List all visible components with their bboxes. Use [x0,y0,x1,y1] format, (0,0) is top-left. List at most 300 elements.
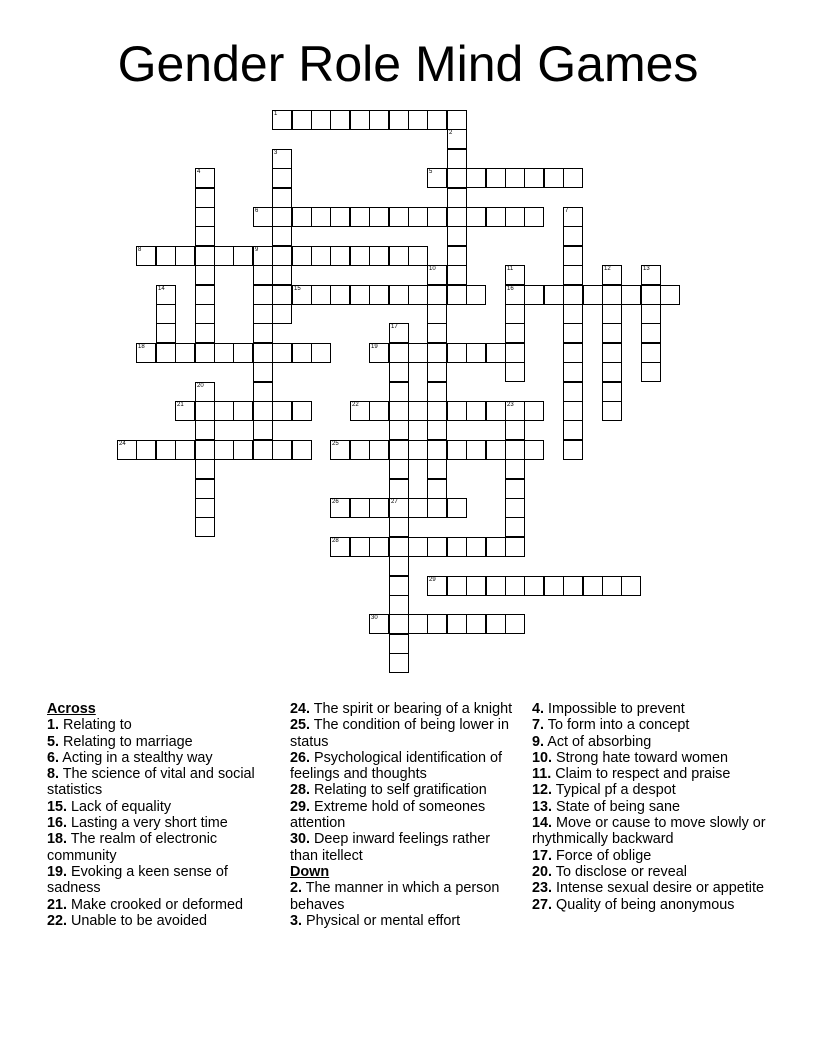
grid-cell[interactable] [524,401,544,421]
grid-cell[interactable] [427,343,447,363]
grid-cell[interactable] [427,459,447,479]
grid-cell[interactable] [563,382,583,402]
grid-cell[interactable] [602,401,622,421]
grid-cell[interactable] [330,537,350,557]
grid-cell[interactable] [466,207,486,227]
grid-cell[interactable] [292,343,312,363]
grid-cell[interactable] [253,265,273,285]
grid-cell[interactable] [524,576,544,596]
grid-cell[interactable] [486,576,506,596]
grid-cell[interactable] [389,556,409,576]
clue-item-text: Relating to [59,717,132,734]
clue-number: 11 [507,266,514,272]
clue-item-number: 20. [532,863,553,880]
clue-number: 2 [449,130,453,136]
grid-cell[interactable] [253,362,273,382]
grid-cell[interactable] [505,498,525,518]
grid-cell[interactable] [233,343,253,363]
grid-cell[interactable] [389,420,409,440]
grid-cell[interactable] [447,498,467,518]
grid-cell[interactable] [195,498,215,518]
grid-cell[interactable] [621,576,641,596]
clue-item-text: The condition of being lower in status [290,717,509,750]
clue-number: 24 [119,441,126,447]
grid-cell[interactable] [214,246,234,266]
grid-cell[interactable] [505,207,525,227]
grid-cell[interactable] [330,498,350,518]
grid-cell[interactable] [136,246,156,266]
clue-item [290,799,518,832]
grid-cell[interactable] [641,323,661,343]
grid-cell[interactable] [156,246,176,266]
grid-cell[interactable] [486,207,506,227]
clue-item [532,815,772,848]
grid-cell[interactable] [156,323,176,343]
grid-cell[interactable] [156,440,176,460]
clue-item-number: 24. [290,701,311,717]
grid-cell[interactable] [369,110,389,130]
grid-cell[interactable] [641,285,661,305]
grid-cell[interactable] [292,401,312,421]
grid-cell[interactable] [641,343,661,363]
grid-cell[interactable] [292,110,312,130]
clue-item [290,831,518,864]
grid-cell[interactable] [195,188,215,208]
clue-item [47,864,275,897]
grid-cell[interactable] [486,440,506,460]
grid-cell[interactable] [389,323,409,343]
grid-cell[interactable] [427,537,447,557]
grid-cell[interactable] [350,440,370,460]
grid-cell[interactable] [330,207,350,227]
clue-item-number: 15. [47,798,68,815]
grid-cell[interactable] [505,614,525,634]
grid-cell[interactable] [214,343,234,363]
grid-cell[interactable] [195,382,215,402]
grid-cell[interactable] [505,343,525,363]
clue-number: 14 [158,286,165,292]
grid-cell[interactable] [389,595,409,615]
grid-cell[interactable] [136,440,156,460]
grid-cell[interactable] [272,110,292,130]
clue-item-number: 14. [532,815,553,832]
grid-cell[interactable] [311,343,331,363]
grid-cell[interactable] [292,440,312,460]
grid-cell[interactable] [544,285,564,305]
clue-number: 10 [429,266,436,272]
grid-cell[interactable] [195,285,215,305]
clue-item-number: 2. [290,880,303,897]
clue-item [290,750,518,783]
grid-cell[interactable] [272,265,292,285]
grid-cell[interactable] [505,576,525,596]
grid-cell[interactable] [195,168,215,188]
clue-item-text: Acting in a stealthy way [59,749,213,766]
grid-cell[interactable] [311,246,331,266]
grid-cell[interactable] [505,168,525,188]
grid-cell[interactable] [563,285,583,305]
clue-item-text: Move or cause to move slowly or rhythmically backward [532,815,766,848]
grid-cell[interactable] [369,343,389,363]
grid-cell[interactable] [214,440,234,460]
grid-cell[interactable] [350,401,370,421]
grid-cell[interactable] [602,323,622,343]
grid-cell[interactable] [253,207,273,227]
clue-item-text: The science of vital and social statistics [47,766,255,799]
grid-cell[interactable] [563,226,583,246]
grid-cell[interactable] [389,459,409,479]
grid-cell[interactable] [272,188,292,208]
grid-cell[interactable] [602,343,622,363]
grid-cell[interactable] [389,110,409,130]
grid-cell[interactable] [505,401,525,421]
grid-cell[interactable] [505,459,525,479]
grid-cell[interactable] [563,207,583,227]
grid-cell[interactable] [350,498,370,518]
clue-item-number: 5. [47,733,60,750]
grid-cell[interactable] [447,614,467,634]
grid-cell[interactable] [389,614,409,634]
grid-cell[interactable] [195,517,215,537]
grid-cell[interactable] [253,246,273,266]
grid-cell[interactable] [233,440,253,460]
grid-cell[interactable] [447,188,467,208]
clue-item-text: Act of absorbing [544,733,652,750]
grid-cell[interactable] [272,343,292,363]
grid-cell[interactable] [466,168,486,188]
grid-cell[interactable] [350,207,370,227]
grid-cell[interactable] [156,304,176,324]
grid-cell[interactable] [641,265,661,285]
clue-number: 4 [197,169,201,175]
grid-cell[interactable] [505,440,525,460]
grid-cell[interactable] [408,614,428,634]
grid-cell[interactable] [427,614,447,634]
grid-cell[interactable] [272,226,292,246]
grid-cell[interactable] [311,110,331,130]
grid-cell[interactable] [369,285,389,305]
grid-cell[interactable] [292,246,312,266]
grid-cell[interactable] [195,265,215,285]
grid-cell[interactable] [292,285,312,305]
grid-cell[interactable] [427,362,447,382]
grid-cell[interactable] [408,498,428,518]
clue-number: 18 [138,344,145,350]
grid-cell[interactable] [466,440,486,460]
grid-cell[interactable] [389,537,409,557]
grid-cell[interactable] [389,517,409,537]
grid-cell[interactable] [195,226,215,246]
grid-cell[interactable] [272,304,292,324]
grid-cell[interactable] [447,207,467,227]
grid-cell[interactable] [447,440,467,460]
grid-cell[interactable] [253,382,273,402]
grid-cell[interactable] [602,576,622,596]
grid-cell[interactable] [427,285,447,305]
clue-item-number: 10. [532,749,553,766]
grid-cell[interactable] [389,362,409,382]
grid-cell[interactable] [195,343,215,363]
grid-cell[interactable] [175,440,195,460]
grid-cell[interactable] [272,246,292,266]
clue-item [290,717,518,750]
clue-item-text: Impossible to prevent [544,701,685,717]
grid-cell[interactable] [583,576,603,596]
grid-cell[interactable] [563,265,583,285]
grid-cell[interactable] [369,614,389,634]
clue-item-number: 27. [532,896,553,913]
grid-cell[interactable] [369,498,389,518]
clue-item-number: 29. [290,798,311,815]
grid-cell[interactable] [156,285,176,305]
grid-cell[interactable] [427,265,447,285]
grid-cell[interactable] [563,168,583,188]
grid-cell[interactable] [505,323,525,343]
grid-cell[interactable] [524,207,544,227]
grid-cell[interactable] [427,420,447,440]
grid-cell[interactable] [253,420,273,440]
grid-cell[interactable] [233,246,253,266]
grid-cell[interactable] [505,537,525,557]
grid-cell[interactable] [253,304,273,324]
grid-cell[interactable] [389,440,409,460]
grid-cell[interactable] [486,537,506,557]
grid-cell[interactable] [641,362,661,382]
grid-cell[interactable] [505,304,525,324]
grid-cell[interactable] [544,168,564,188]
grid-cell[interactable] [524,285,544,305]
grid-cell[interactable] [524,440,544,460]
grid-cell[interactable] [350,285,370,305]
grid-cell[interactable] [272,401,292,421]
grid-cell[interactable] [505,420,525,440]
grid-cell[interactable] [195,440,215,460]
grid-cell[interactable] [427,576,447,596]
grid-cell[interactable] [447,149,467,169]
grid-cell[interactable] [233,401,253,421]
grid-cell[interactable] [350,110,370,130]
grid-cell[interactable] [330,246,350,266]
grid-cell[interactable] [505,362,525,382]
grid-cell[interactable] [563,323,583,343]
clue-item-text: Make crooked or deformed [67,896,243,913]
grid-cell[interactable] [369,401,389,421]
grid-cell[interactable] [563,362,583,382]
grid-cell[interactable] [563,440,583,460]
grid-cell[interactable] [447,576,467,596]
grid-cell[interactable] [369,246,389,266]
grid-cell[interactable] [641,304,661,324]
grid-cell[interactable] [389,246,409,266]
grid-cell[interactable] [195,459,215,479]
grid-cell[interactable] [253,343,273,363]
grid-cell[interactable] [272,440,292,460]
grid-cell[interactable] [175,343,195,363]
grid-cell[interactable] [602,382,622,402]
grid-cell[interactable] [563,343,583,363]
grid-cell[interactable] [389,382,409,402]
grid-cell[interactable] [408,246,428,266]
grid-cell[interactable] [389,285,409,305]
grid-cell[interactable] [175,401,195,421]
grid-cell[interactable] [253,323,273,343]
clue-item [290,782,518,798]
grid-cell[interactable] [350,246,370,266]
grid-cell[interactable] [408,401,428,421]
grid-cell[interactable] [427,304,447,324]
grid-cell[interactable] [427,479,447,499]
grid-cell[interactable] [563,420,583,440]
clue-item [290,701,518,717]
grid-cell[interactable] [466,614,486,634]
clue-item [532,701,772,717]
grid-cell[interactable] [175,246,195,266]
clue-item [532,750,772,766]
clue-number: 21 [177,402,184,408]
grid-cell[interactable] [156,343,176,363]
clue-section-heading: Across [47,701,96,717]
grid-cell[interactable] [408,207,428,227]
grid-cell[interactable] [369,440,389,460]
clue-item-text: Quality of being anonymous [552,896,735,913]
grid-cell[interactable] [389,479,409,499]
grid-cell[interactable] [214,401,234,421]
grid-cell[interactable] [544,576,564,596]
grid-cell[interactable] [408,110,428,130]
grid-cell[interactable] [253,440,273,460]
grid-cell[interactable] [447,265,467,285]
grid-cell[interactable] [311,207,331,227]
grid-cell[interactable] [369,537,389,557]
grid-cell[interactable] [253,401,273,421]
grid-cell[interactable] [389,653,409,673]
clue-item [532,782,772,798]
grid-cell[interactable] [427,323,447,343]
grid-cell[interactable] [253,285,273,305]
grid-cell[interactable] [427,207,447,227]
grid-cell[interactable] [389,634,409,654]
grid-cell[interactable] [447,343,467,363]
grid-cell[interactable] [389,401,409,421]
grid-cell[interactable] [195,420,215,440]
grid-cell[interactable] [602,285,622,305]
grid-cell[interactable] [505,265,525,285]
grid-cell[interactable] [524,168,544,188]
grid-cell[interactable] [563,401,583,421]
clue-item-text: Force of oblige [552,847,652,864]
grid-cell[interactable] [563,576,583,596]
grid-cell[interactable] [369,207,389,227]
grid-cell[interactable] [466,576,486,596]
clue-item-number: 25. [290,717,311,734]
clue-number: 20 [197,383,204,389]
grid-cell[interactable] [427,401,447,421]
grid-cell[interactable] [602,304,622,324]
grid-cell[interactable] [292,207,312,227]
grid-cell[interactable] [195,401,215,421]
clue-item-text: Relating to self gratification [310,782,487,799]
clue-item-number: 11. [532,766,552,783]
grid-cell[interactable] [660,285,680,305]
grid-cell[interactable] [466,537,486,557]
grid-cell[interactable] [621,285,641,305]
grid-cell[interactable] [602,265,622,285]
clue-item-text: Claim to respect and praise [551,766,731,783]
clue-item-number: 4. [532,701,545,717]
grid-cell[interactable] [427,110,447,130]
grid-cell[interactable] [505,479,525,499]
grid-cell[interactable] [447,246,467,266]
grid-cell[interactable] [447,285,467,305]
grid-cell[interactable] [389,576,409,596]
grid-cell[interactable] [466,401,486,421]
grid-cell[interactable] [486,343,506,363]
grid-cell[interactable] [195,323,215,343]
grid-cell[interactable] [486,401,506,421]
grid-cell[interactable] [195,304,215,324]
grid-cell[interactable] [389,498,409,518]
grid-cell[interactable] [583,285,603,305]
grid-cell[interactable] [427,168,447,188]
grid-cell[interactable] [447,129,467,149]
grid-cell[interactable] [195,246,215,266]
grid-cell[interactable] [136,343,156,363]
clue-item-number: 16. [47,815,68,832]
grid-cell[interactable] [505,517,525,537]
grid-cell[interactable] [330,440,350,460]
grid-cell[interactable] [272,285,292,305]
grid-cell[interactable] [408,343,428,363]
grid-cell[interactable] [408,537,428,557]
grid-cell[interactable] [389,343,409,363]
grid-cell[interactable] [272,207,292,227]
grid-cell[interactable] [330,110,350,130]
grid-cell[interactable] [563,304,583,324]
grid-cell[interactable] [311,285,331,305]
grid-cell[interactable] [602,362,622,382]
grid-cell[interactable] [195,207,215,227]
grid-cell[interactable] [486,614,506,634]
clue-item-number: 19. [47,863,68,880]
grid-cell[interactable] [272,168,292,188]
grid-cell[interactable] [447,110,467,130]
grid-cell[interactable] [330,285,350,305]
grid-cell[interactable] [408,285,428,305]
clue-item [532,864,772,880]
grid-cell[interactable] [427,440,447,460]
grid-cell[interactable] [350,537,370,557]
grid-cell[interactable] [447,537,467,557]
grid-cell[interactable] [447,226,467,246]
grid-cell[interactable] [447,401,467,421]
grid-cell[interactable] [117,440,137,460]
grid-cell[interactable] [466,343,486,363]
grid-cell[interactable] [563,246,583,266]
grid-cell[interactable] [427,498,447,518]
clue-number: 16 [507,286,514,292]
grid-cell[interactable] [486,168,506,188]
grid-cell[interactable] [505,285,525,305]
grid-cell[interactable] [195,479,215,499]
grid-cell[interactable] [389,207,409,227]
grid-cell[interactable] [408,440,428,460]
grid-cell[interactable] [427,382,447,402]
clue-item-number: 6. [47,749,60,766]
clue-item [47,766,275,799]
grid-cell[interactable] [466,285,486,305]
grid-cell[interactable] [447,168,467,188]
grid-cell[interactable] [272,149,292,169]
